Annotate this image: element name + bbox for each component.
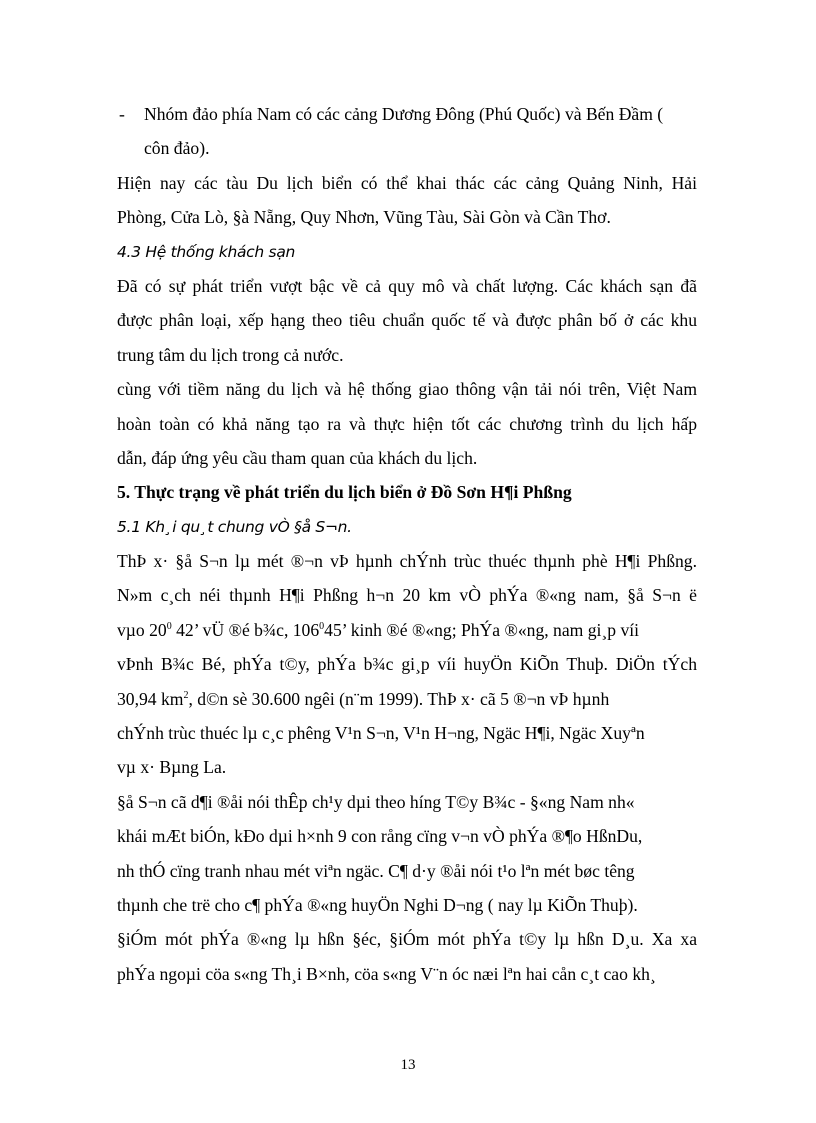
- paragraph-line: vÞnh B¾c Bé, phÝa t©y, phÝa b¾c gi¸p víi huyÖn KiÕn Thuþ. DiÖn tÝch: [117, 654, 697, 675]
- paragraph-line: khái mÆt biÓn, kÐo dµi h×nh 9 con rång cïng v¬n vÒ phÝa ®¶o HßnDu,: [117, 826, 643, 847]
- paragraph-line: cùng với tiềm năng du lịch và hệ thống giao thông vận tải nói trên, Việt Nam: [117, 379, 697, 400]
- paragraph-line: hoàn toàn có khả năng tạo ra và thực hiện tốt các chương trình du lịch hấp: [117, 413, 697, 434]
- paragraph-line: thµnh che trë cho c¶ phÝa ®«ng huyÖn Nghi D¬ng ( nay lµ KiÕn Thuþ).: [117, 894, 638, 915]
- paragraph-line: ThÞ x· §å S¬n lµ mét ®¬n vÞ hµnh chÝnh trùc thuéc thµnh phè H¶i Phßng.: [117, 551, 697, 572]
- paragraph-line: vµ x· Bµng La.: [117, 757, 227, 778]
- paragraph-line: Hiện nay các tàu Du lịch biển có thể khai thác các cảng Quảng Ninh, Hải: [117, 172, 697, 193]
- paragraph-line: §å S¬n cã d¶i ®åi nói thÊp ch¹y dµi theo híng T©y B¾c - §«ng Nam nh«: [117, 791, 635, 812]
- text-segment: vµo 20: [117, 619, 167, 640]
- text-segment: 42’ vÜ ®é b¾c, 106: [171, 619, 320, 640]
- section-heading-5-1: 5.1 Kh¸i qu¸t chung vÒ §å S¬n.: [117, 517, 352, 536]
- text-segment: , d©n sè 30.600 ngêi (n¨m 1999). ThÞ x· cã 5 ®¬n vÞ hµnh: [188, 688, 610, 709]
- degree-superscript: 0: [166, 621, 172, 632]
- paragraph-line: dẫn, đáp ứng yêu cầu tham quan của khách du lịch.: [117, 447, 478, 468]
- paragraph-line: phÝa ngoµi cöa s«ng Th¸i B×nh, cöa s«ng V¨n óc næi lªn hai cån c¸t cao kh¸: [117, 963, 656, 984]
- text-segment: 45’ kinh ®é ®«ng; PhÝa ®«ng, nam gi¸p víi: [324, 619, 640, 640]
- page-number: 13: [400, 1057, 416, 1073]
- paragraph-line: côn đảo).: [144, 138, 210, 159]
- paragraph-line: Nhóm đảo phía Nam có các cảng Dương Đông (Phú Quốc) và Bến Đầm (: [144, 104, 664, 124]
- degree-superscript: 0: [319, 621, 325, 632]
- paragraph-line: [117, 613, 697, 647]
- text-segment: 30,94 km: [117, 688, 184, 709]
- paragraph-line: trung tâm du lịch trong cả nước.: [117, 344, 344, 365]
- document-page: [117, 97, 697, 991]
- section-heading-4-3: 4.3 Hệ thống khách sạn: [117, 242, 296, 261]
- paragraph-line: Phòng, Cửa Lò, §à Nẵng, Quy Nhơn, Vũng Tàu, Sài Gòn và Cần Thơ.: [117, 207, 611, 228]
- paragraph-line: [117, 682, 697, 716]
- paragraph-line: §iÓm mót phÝa ®«ng lµ hßn §éc, §iÓm mót phÝa t©y lµ hßn D¸u. Xa xa: [117, 929, 697, 950]
- paragraph-line: N»m c¸ch néi thµnh H¶i Phßng h¬n 20 km vÒ phÝa ®«ng nam, §å S¬n ë: [117, 585, 697, 606]
- paragraph-line: chÝnh trùc thuéc lµ c¸c phêng V¹n S¬n, V¹n H¬ng, Ngäc H¶i, Ngäc Xuyªn: [117, 723, 645, 744]
- paragraph-line: được phân loại, xếp hạng theo tiêu chuẩn quốc tế và được phân bố ở các khu: [117, 310, 697, 331]
- bullet-dash: -: [119, 104, 125, 124]
- section-heading-5: 5. Thực trạng về phát triển du lịch biển ở Đồ Sơn H¶i Phßng: [117, 482, 572, 503]
- paragraph-line: nh thÓ cïng tranh nhau mét viªn ngäc. C¶ d·y ®åi nói t¹o lªn mét bøc têng: [117, 860, 635, 881]
- bullet-item-south-islands: [117, 97, 697, 131]
- area-superscript: 2: [183, 689, 189, 701]
- paragraph-line: Đã có sự phát triển vượt bậc về cả quy mô và chất lượng. Các khách sạn đã: [117, 275, 697, 296]
